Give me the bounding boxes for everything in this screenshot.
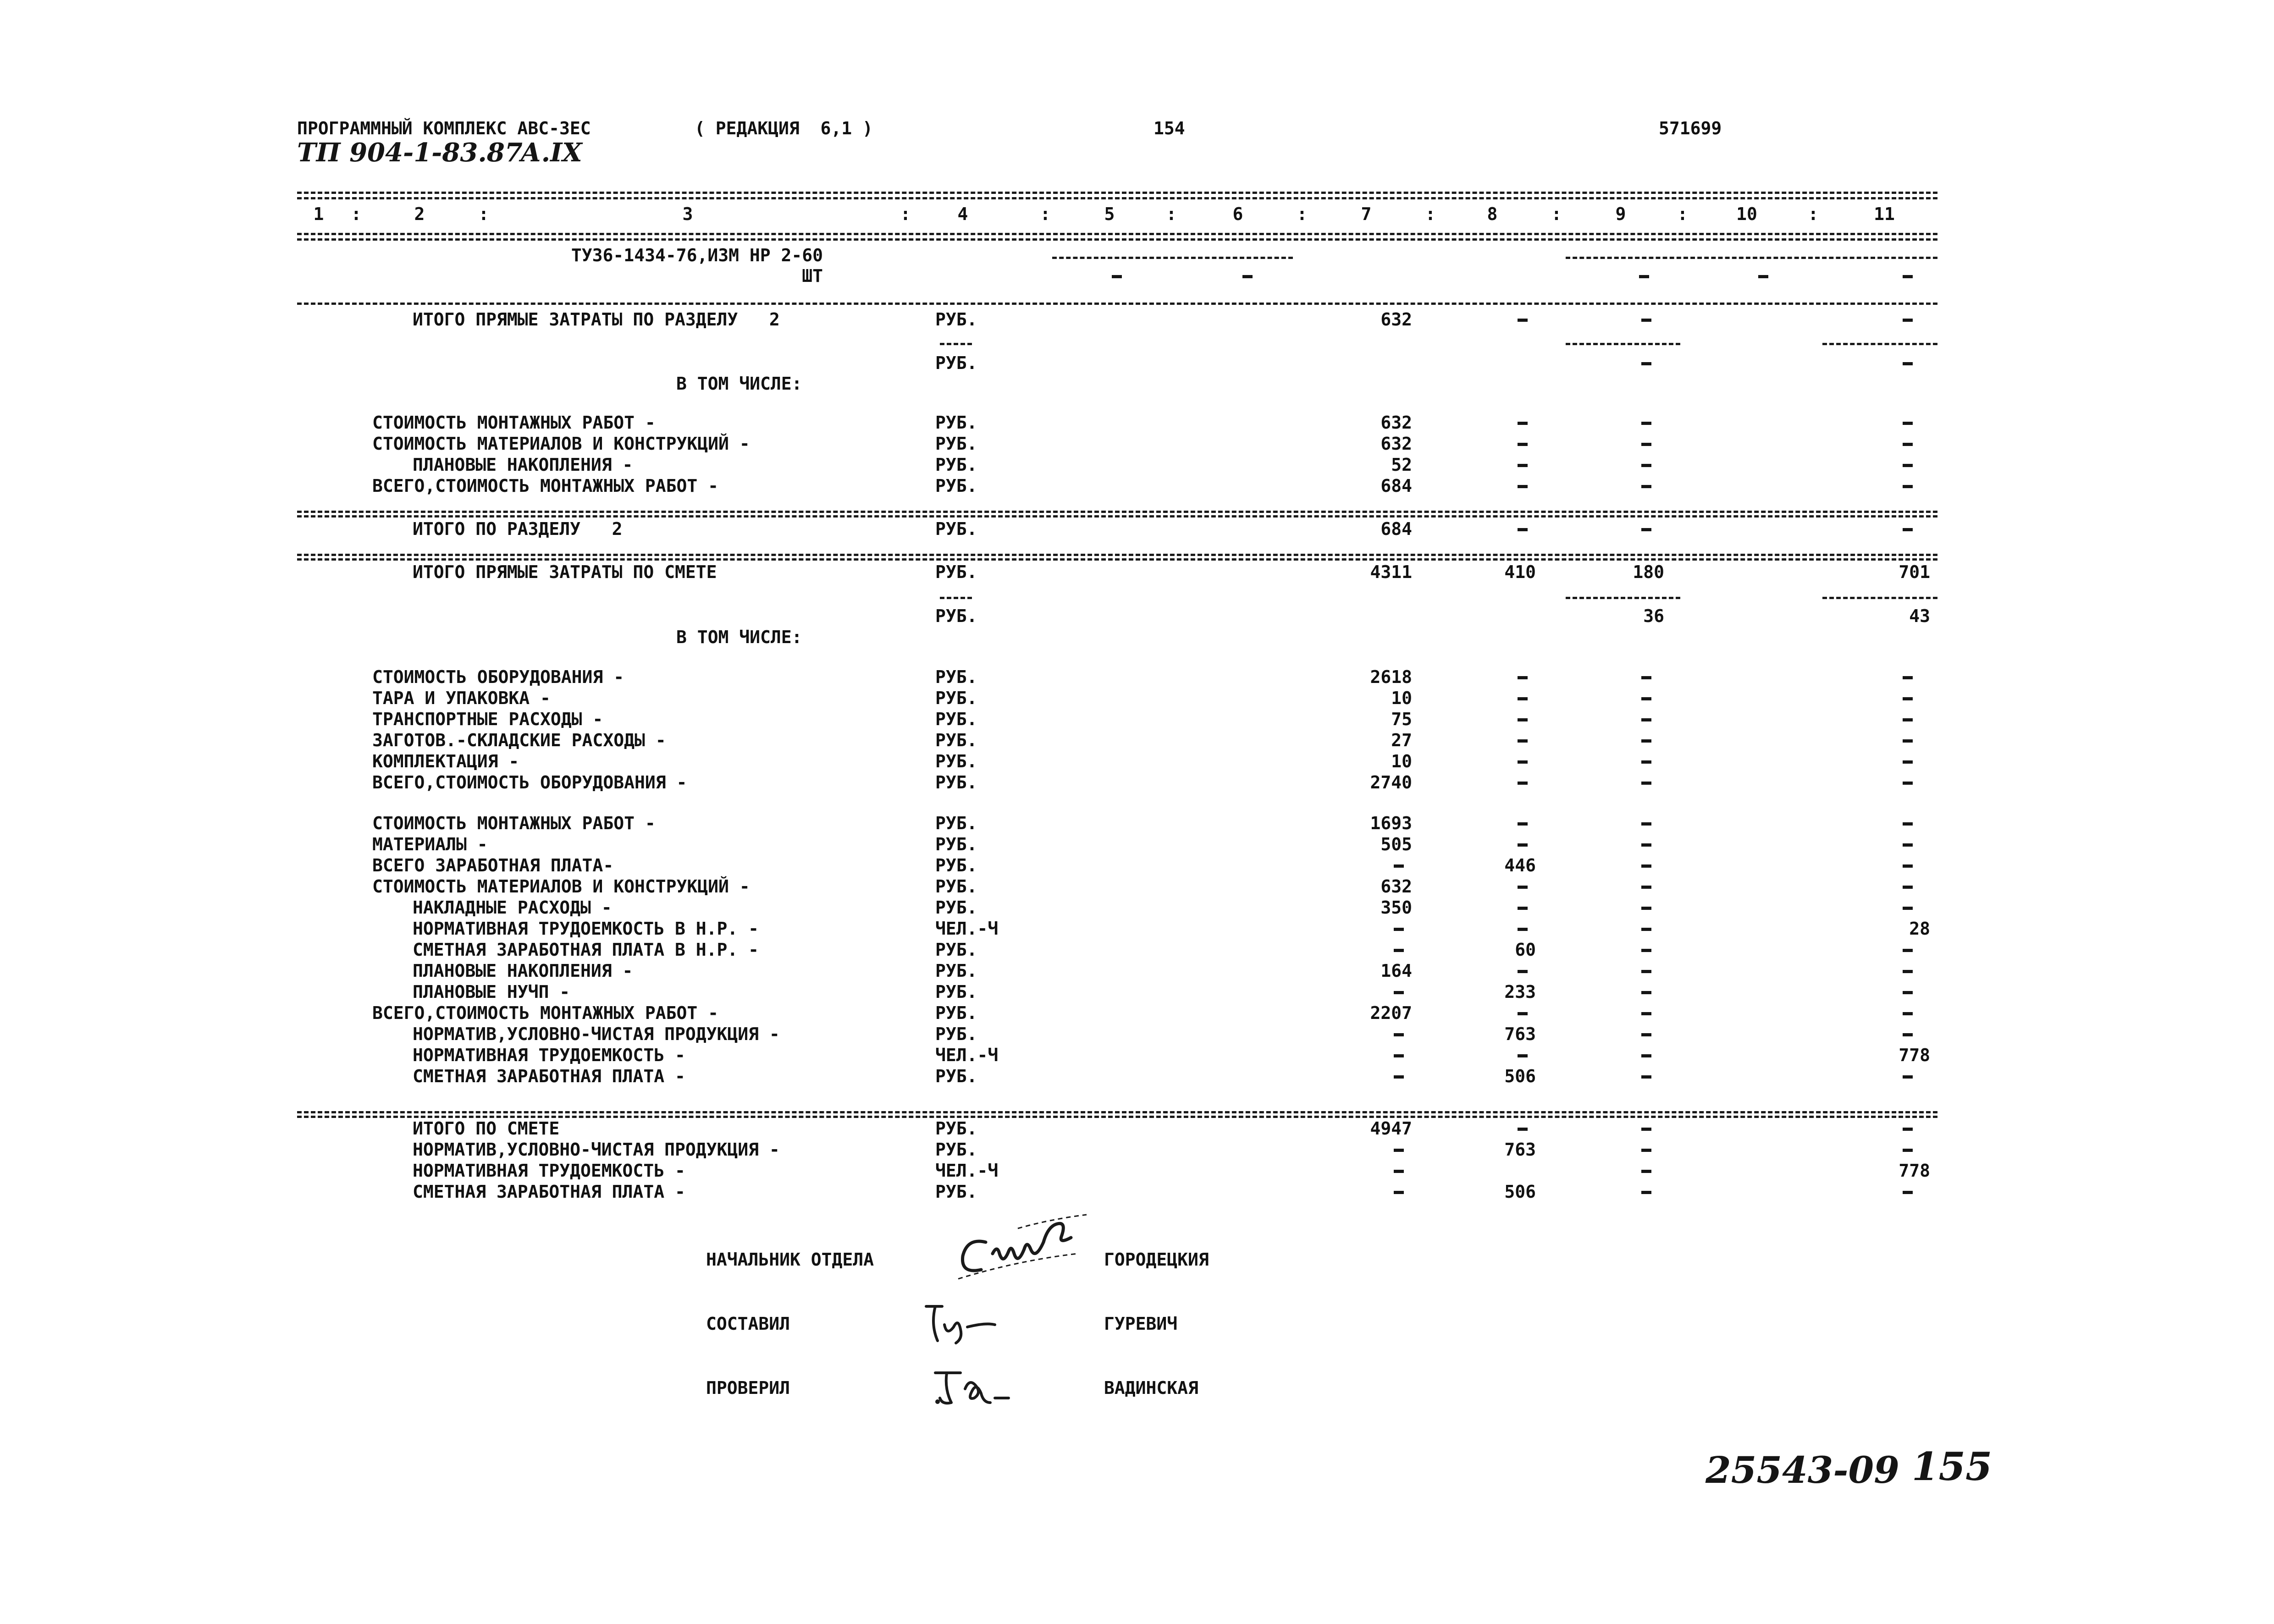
column-number: 4 (957, 204, 968, 224)
empty-cell-dash (1394, 928, 1404, 931)
column-separator: : (900, 204, 911, 224)
header-bottom-rule-2 (297, 238, 1937, 241)
column-separator: : (1166, 204, 1177, 224)
table-top-rule (297, 192, 1937, 194)
row-label: СТОИМОСТЬ МОНТАЖНЫХ РАБОТ - (372, 813, 656, 833)
row-label: ИТОГО ПО РАЗДЕЛУ 2 (413, 519, 623, 539)
empty-cell-dash (1903, 907, 1913, 910)
empty-cell-dash (1641, 443, 1651, 446)
row-label: СМЕТНАЯ ЗАРАБОТНАЯ ПЛАТА - (413, 1182, 685, 1202)
row-label: НОРМАТИВ,УСЛОВНО-ЧИСТАЯ ПРОДУКЦИЯ - (413, 1140, 780, 1160)
row-unit: РУБ. (935, 413, 977, 433)
empty-cell-dash (1641, 464, 1651, 467)
empty-cell-dash (1518, 1128, 1528, 1131)
cell-c7: 350 (1380, 897, 1412, 918)
empty-cell-dash (1641, 864, 1651, 868)
empty-cell-dash (1518, 822, 1528, 826)
row-label: ИТОГО ПО СМЕТЕ (413, 1118, 560, 1139)
sheet-number: 155 (1912, 1444, 1993, 1489)
empty-cell-dash (1641, 1170, 1651, 1173)
row-label: ВСЕГО,СТОИМОСТЬ МОНТАЖНЫХ РАБОТ - (372, 1003, 718, 1023)
empty-cell-dash (1641, 886, 1651, 889)
empty-cell-dash (1394, 949, 1404, 952)
sub-rule (1822, 597, 1937, 599)
row-unit: РУБ. (935, 606, 977, 626)
page-number: 154 (1154, 118, 1185, 138)
cell-c7: 52 (1391, 455, 1412, 475)
section-rule (297, 511, 1937, 513)
section-rule (297, 1116, 1937, 1118)
cell-c8: 506 (1504, 1066, 1536, 1086)
cell-c7: 632 (1380, 413, 1412, 433)
empty-cell-dash (1903, 362, 1913, 365)
sub-rule (1822, 343, 1937, 345)
empty-cell-dash (1903, 1075, 1913, 1079)
project-reference: ТП 904-1-83.87 (297, 138, 523, 168)
checked-by-name: ВАДИНСКАЯ (1104, 1378, 1198, 1398)
sub-rule (1052, 257, 1293, 259)
empty-cell-dash (1641, 1054, 1651, 1057)
empty-cell-dash (1903, 485, 1913, 488)
empty-cell-dash (1518, 970, 1528, 973)
row-label: В ТОМ ЧИСЛЕ: (676, 374, 802, 394)
sub-rule (1566, 597, 1680, 599)
column-separator: : (1425, 204, 1436, 224)
empty-cell-dash (1641, 319, 1651, 322)
empty-cell-dash (1641, 928, 1651, 931)
header-bottom-rule (297, 233, 1937, 235)
empty-cell-dash (1903, 970, 1913, 973)
empty-cell-dash (1641, 1128, 1651, 1131)
empty-cell-dash (1518, 739, 1528, 743)
empty-cell-dash (1641, 1149, 1651, 1152)
empty-cell-dash (1641, 1012, 1651, 1015)
row-unit: РУБ. (935, 855, 977, 875)
row-label: ЗАГОТОВ.-СКЛАДСКИЕ РАСХОДЫ - (372, 730, 666, 750)
head-of-department-title: НАЧАЛЬНИК ОТДЕЛА (706, 1250, 874, 1270)
empty-cell-dash (1518, 443, 1528, 446)
empty-cell-dash (1242, 275, 1253, 278)
row-label: ВСЕГО ЗАРАБОТНАЯ ПЛАТА- (372, 855, 614, 875)
row-label: В ТОМ ЧИСЛЕ: (676, 627, 802, 647)
sub-rule (940, 343, 972, 345)
column-separator: : (1040, 204, 1051, 224)
empty-cell-dash (1639, 275, 1649, 278)
row-unit: ЧЕЛ.-Ч (935, 919, 999, 939)
empty-cell-dash (1641, 1033, 1651, 1036)
empty-cell-dash (1518, 464, 1528, 467)
row-label: НОРМАТИВНАЯ ТРУДОЕМКОСТЬ В Н.Р. - (413, 919, 759, 939)
empty-cell-dash (1903, 1012, 1913, 1015)
empty-cell-dash (1394, 1191, 1404, 1194)
cell-c7: 1693 (1370, 813, 1412, 833)
row-unit: РУБ. (935, 961, 977, 981)
row-label: СТОИМОСТЬ МАТЕРИАЛОВ И КОНСТРУКЦИЙ - (372, 434, 750, 454)
cell-c7: 632 (1380, 434, 1412, 454)
column-number: 1 (313, 204, 324, 224)
cell-c11: 778 (1899, 1045, 1930, 1065)
empty-cell-dash (1903, 1033, 1913, 1036)
column-separator: : (478, 204, 489, 224)
sub-rule (1566, 257, 1937, 259)
cell-c7: 27 (1391, 730, 1412, 750)
row-unit: РУБ. (935, 1182, 977, 1202)
empty-cell-dash (1903, 275, 1913, 278)
row-label: СТОИМОСТЬ МАТЕРИАЛОВ И КОНСТРУКЦИЙ - (372, 876, 750, 897)
column-number: 2 (414, 204, 425, 224)
row-label: ПЛАНОВЫЕ НАКОПЛЕНИЯ - (413, 961, 633, 981)
row-label: ИТОГО ПРЯМЫЕ ЗАТРАТЫ ПО РАЗДЕЛУ 2 (413, 309, 780, 330)
empty-cell-dash (1394, 1170, 1404, 1173)
empty-cell-dash (1903, 697, 1913, 700)
empty-cell-dash (1903, 1128, 1913, 1131)
row-unit: РУБ. (935, 353, 977, 373)
row-unit: РУБ. (935, 455, 977, 475)
row-unit: РУБ. (935, 751, 977, 771)
column-separator: : (1551, 204, 1562, 224)
empty-cell-dash (1903, 822, 1913, 826)
row-label: СМЕТНАЯ ЗАРАБОТНАЯ ПЛАТА - (413, 1066, 685, 1086)
row-label: НОРМАТИВНАЯ ТРУДОЕМКОСТЬ - (413, 1161, 685, 1181)
column-number: 8 (1487, 204, 1498, 224)
cell-c8: 233 (1504, 982, 1536, 1002)
column-separator: : (351, 204, 362, 224)
empty-cell-dash (1903, 1191, 1913, 1194)
row-unit: РУБ. (935, 730, 977, 750)
empty-cell-dash (1394, 1149, 1404, 1152)
empty-cell-dash (1641, 676, 1651, 679)
empty-cell-dash (1903, 760, 1913, 764)
cell-c11: 28 (1909, 919, 1930, 939)
cell-c7: 632 (1380, 876, 1412, 897)
empty-cell-dash (1903, 1149, 1913, 1152)
table-top-rule-2 (297, 197, 1937, 199)
column-number: 10 (1736, 204, 1757, 224)
empty-cell-dash (1518, 676, 1528, 679)
empty-cell-dash (1641, 422, 1651, 425)
cell-c8: 506 (1504, 1182, 1536, 1202)
empty-cell-dash (1758, 275, 1768, 278)
empty-cell-dash (1518, 907, 1528, 910)
empty-cell-dash (1903, 443, 1913, 446)
row-unit: РУБ. (935, 834, 977, 854)
empty-cell-dash (1394, 1054, 1404, 1057)
row-label: СМЕТНАЯ ЗАРАБОТНАЯ ПЛАТА В Н.Р. - (413, 940, 759, 960)
row-label: ВСЕГО,СТОИМОСТЬ МОНТАЖНЫХ РАБОТ - (372, 476, 718, 496)
row-label: НОРМАТИВНАЯ ТРУДОЕМКОСТЬ - (413, 1045, 685, 1065)
cell-c7: 684 (1380, 519, 1412, 539)
empty-cell-dash (1641, 485, 1651, 488)
empty-cell-dash (1641, 1191, 1651, 1194)
cell-c7: 4947 (1370, 1118, 1412, 1139)
checked-by-title: ПРОВЕРИЛ (706, 1378, 790, 1398)
empty-cell-dash (1394, 991, 1404, 994)
sub-rule (1566, 343, 1680, 345)
empty-cell-dash (1903, 843, 1913, 847)
row-unit: РУБ. (935, 667, 977, 687)
row-label: ВСЕГО,СТОИМОСТЬ ОБОРУДОВАНИЯ - (372, 772, 687, 793)
empty-cell-dash (1641, 760, 1651, 764)
empty-cell-dash (1518, 528, 1528, 531)
empty-cell-dash (1641, 949, 1651, 952)
empty-cell-dash (1903, 949, 1913, 952)
empty-cell-dash (1903, 782, 1913, 785)
empty-cell-dash (1641, 739, 1651, 743)
cell-c7: 10 (1391, 751, 1412, 771)
empty-cell-dash (1112, 275, 1122, 278)
empty-cell-dash (1641, 718, 1651, 721)
row-label: ПЛАНОВЫЕ НАКОПЛЕНИЯ - (413, 455, 633, 475)
empty-cell-dash (1903, 528, 1913, 531)
cell-c8: 410 (1504, 562, 1536, 582)
empty-cell-dash (1903, 864, 1913, 868)
row-unit: РУБ. (935, 1118, 977, 1139)
cell-c7: 75 (1391, 709, 1412, 729)
cell-c7: 2207 (1370, 1003, 1412, 1023)
empty-cell-dash (1518, 760, 1528, 764)
empty-cell-dash (1641, 991, 1651, 994)
row-label: ПЛАНОВЫЕ НУЧП - (413, 982, 570, 1002)
column-number: 9 (1615, 204, 1626, 224)
section-rule (297, 558, 1937, 561)
compiled-by-title: СОСТАВИЛ (706, 1314, 790, 1334)
cell-c11: 701 (1899, 562, 1930, 582)
row-unit: ЧЕЛ.-Ч (935, 1161, 999, 1181)
empty-cell-dash (1518, 1012, 1528, 1015)
column-number: 5 (1104, 204, 1115, 224)
row-label: ИТОГО ПРЯМЫЕ ЗАТРАТЫ ПО СМЕТЕ (413, 562, 717, 582)
row-unit: РУБ. (935, 940, 977, 960)
empty-cell-dash (1641, 362, 1651, 365)
section-rule (297, 1111, 1937, 1113)
row-unit: РУБ. (935, 434, 977, 454)
column-separator: : (1808, 204, 1819, 224)
section-rule (297, 515, 1937, 517)
column-number: 6 (1232, 204, 1243, 224)
signature-checked (926, 1361, 1027, 1416)
cell-c8: 763 (1504, 1140, 1536, 1160)
cell-c7: 2618 (1370, 667, 1412, 687)
row-label: СТОИМОСТЬ ОБОРУДОВАНИЯ - (372, 667, 624, 687)
empty-cell-dash (1641, 907, 1651, 910)
empty-cell-dash (1518, 422, 1528, 425)
row-label: ТАРА И УПАКОВКА - (372, 688, 551, 708)
empty-cell-dash (1903, 991, 1913, 994)
edition-label: ( РЕДАКЦИЯ 6,1 ) (695, 118, 873, 138)
cell-c7: 505 (1380, 834, 1412, 854)
row-unit: РУБ. (935, 476, 977, 496)
column-separator: : (1677, 204, 1688, 224)
section-rule (297, 554, 1937, 556)
empty-cell-dash (1641, 528, 1651, 531)
row-unit: РУБ. (935, 709, 977, 729)
row-unit: РУБ. (935, 772, 977, 793)
row-unit: РУБ. (935, 1024, 977, 1044)
row-label: ТУ36-1434-76,ИЗМ НР 2-60 (571, 245, 823, 265)
empty-cell-dash (1518, 697, 1528, 700)
empty-cell-dash (1903, 718, 1913, 721)
empty-cell-dash (1518, 928, 1528, 931)
empty-cell-dash (1518, 843, 1528, 847)
row-unit: РУБ. (935, 519, 977, 539)
column-separator: : (1297, 204, 1308, 224)
empty-cell-dash (1518, 1054, 1528, 1057)
cell-c8: 446 (1504, 855, 1536, 875)
cell-c7: 164 (1380, 961, 1412, 981)
album-reference: А.IX (520, 138, 582, 168)
empty-cell-dash (1641, 970, 1651, 973)
cell-c7: 4311 (1370, 562, 1412, 582)
empty-cell-dash (1641, 782, 1651, 785)
empty-cell-dash (1903, 464, 1913, 467)
empty-cell-dash (1641, 1075, 1651, 1079)
row-label: ШТ (802, 266, 823, 286)
compiled-by-name: ГУРЕВИЧ (1104, 1314, 1178, 1334)
head-of-department-name: ГОРОДЕЦКИЯ (1104, 1250, 1209, 1270)
empty-cell-dash (1641, 697, 1651, 700)
row-unit: РУБ. (935, 1003, 977, 1023)
empty-cell-dash (1518, 718, 1528, 721)
column-number: 7 (1361, 204, 1372, 224)
empty-cell-dash (1903, 319, 1913, 322)
empty-cell-dash (1394, 864, 1404, 868)
cell-c8: 763 (1504, 1024, 1536, 1044)
signature-head (949, 1210, 1114, 1288)
row-unit: РУБ. (935, 813, 977, 833)
row-unit: РУБ. (935, 876, 977, 897)
cell-c11: 43 (1909, 606, 1930, 626)
row-unit: РУБ. (935, 1140, 977, 1160)
cell-c8: 60 (1515, 940, 1536, 960)
section-rule (297, 303, 1937, 305)
column-number: 3 (682, 204, 693, 224)
empty-cell-dash (1641, 843, 1651, 847)
cell-c11: 778 (1899, 1161, 1930, 1181)
row-unit: РУБ. (935, 1066, 977, 1086)
empty-cell-dash (1641, 822, 1651, 826)
cell-c7: 10 (1391, 688, 1412, 708)
document-code: 571699 (1659, 118, 1722, 138)
empty-cell-dash (1518, 485, 1528, 488)
cell-c7: 2740 (1370, 772, 1412, 793)
row-label: ТРАНСПОРТНЫЕ РАСХОДЫ - (372, 709, 603, 729)
empty-cell-dash (1903, 886, 1913, 889)
archive-number: 25543-09 (1706, 1448, 1899, 1492)
column-number: 11 (1874, 204, 1895, 224)
cell-c7: 632 (1380, 309, 1412, 330)
cell-c9: 180 (1633, 562, 1664, 582)
cell-c9: 36 (1643, 606, 1664, 626)
row-unit: РУБ. (935, 562, 977, 582)
empty-cell-dash (1394, 1075, 1404, 1079)
empty-cell-dash (1903, 422, 1913, 425)
row-label: НАКЛАДНЫЕ РАСХОДЫ - (413, 897, 612, 918)
empty-cell-dash (1518, 782, 1528, 785)
empty-cell-dash (1903, 676, 1913, 679)
signature-compiled (917, 1297, 1009, 1348)
cell-c7: 684 (1380, 476, 1412, 496)
sub-rule (940, 597, 972, 599)
empty-cell-dash (1518, 886, 1528, 889)
row-unit: РУБ. (935, 982, 977, 1002)
row-label: СТОИМОСТЬ МОНТАЖНЫХ РАБОТ - (372, 413, 656, 433)
row-label: МАТЕРИАЛЫ - (372, 834, 488, 854)
row-unit: ЧЕЛ.-Ч (935, 1045, 999, 1065)
row-unit: РУБ. (935, 897, 977, 918)
empty-cell-dash (1518, 319, 1528, 322)
row-unit: РУБ. (935, 309, 977, 330)
row-label: НОРМАТИВ,УСЛОВНО-ЧИСТАЯ ПРОДУКЦИЯ - (413, 1024, 780, 1044)
program-title: ПРОГРАММНЫЙ КОМПЛЕКС АВС-3ЕС (297, 118, 591, 138)
row-unit: РУБ. (935, 688, 977, 708)
empty-cell-dash (1903, 739, 1913, 743)
empty-cell-dash (1394, 1033, 1404, 1036)
row-label: КОМПЛЕКТАЦИЯ - (372, 751, 519, 771)
